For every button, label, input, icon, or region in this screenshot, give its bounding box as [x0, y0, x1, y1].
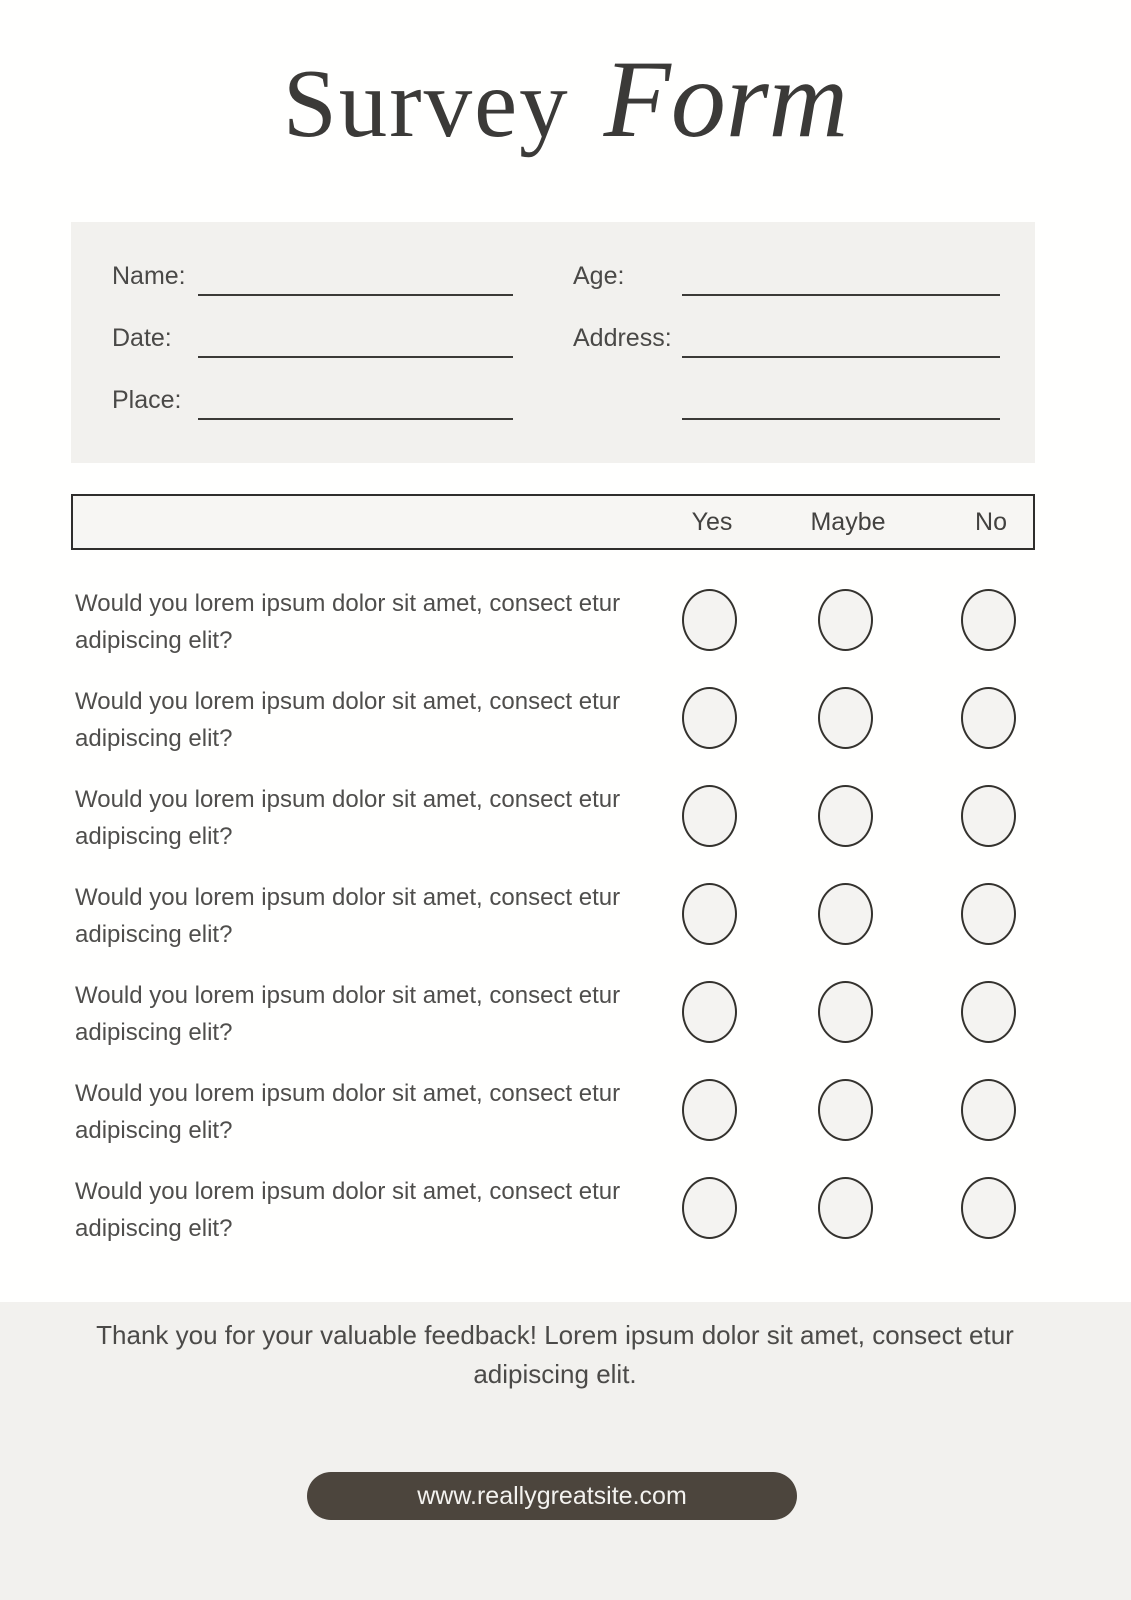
- title-word-form: Form: [603, 38, 849, 160]
- question-text: Would you lorem ipsum dolor sit amet, consect etur adipiscing elit?: [75, 786, 621, 850]
- age-label: Age:: [573, 262, 625, 290]
- radio-maybe[interactable]: [818, 1079, 873, 1141]
- radio-no[interactable]: [961, 981, 1016, 1043]
- question-row: [71, 1173, 1035, 1271]
- question-row: [71, 585, 1035, 683]
- column-header-maybe: Maybe: [810, 508, 886, 536]
- radio-maybe[interactable]: [818, 883, 873, 945]
- info-row-name-age: [71, 260, 1035, 302]
- name-label: Name:: [112, 262, 186, 290]
- radio-maybe[interactable]: [818, 981, 873, 1043]
- info-row-place: [71, 384, 1035, 426]
- radio-maybe[interactable]: [818, 1177, 873, 1239]
- title-word-survey: Survey: [282, 50, 570, 157]
- column-header-yes: Yes: [691, 508, 733, 536]
- date-input-line[interactable]: [198, 356, 513, 358]
- footer-band: [0, 1302, 1131, 1600]
- thank-you-message: Thank you for your valuable feedback! Lorem ipsum dolor sit amet, consect etur adipiscing elit.: [96, 1320, 1014, 1389]
- question-text: Would you lorem ipsum dolor sit amet, consect etur adipiscing elit?: [75, 688, 621, 752]
- personal-info-panel: [71, 222, 1035, 463]
- answer-options-header: [71, 494, 1035, 550]
- radio-yes[interactable]: [682, 981, 737, 1043]
- column-header-no: No: [975, 508, 1007, 536]
- radio-yes[interactable]: [682, 1177, 737, 1239]
- question-text: Would you lorem ipsum dolor sit amet, consect etur adipiscing elit?: [75, 1080, 621, 1144]
- radio-maybe[interactable]: [818, 785, 873, 847]
- place-label: Place:: [112, 386, 182, 414]
- radio-maybe[interactable]: [818, 589, 873, 651]
- date-label: Date:: [112, 324, 172, 352]
- radio-no[interactable]: [961, 785, 1016, 847]
- info-row-date-address: [71, 322, 1035, 364]
- radio-yes[interactable]: [682, 1079, 737, 1141]
- question-row: [71, 977, 1035, 1075]
- website-pill[interactable]: www.reallygreatsite.com: [307, 1472, 797, 1520]
- radio-no[interactable]: [961, 687, 1016, 749]
- name-input-line[interactable]: [198, 294, 513, 296]
- address-input-line[interactable]: [682, 356, 1000, 358]
- radio-no[interactable]: [961, 1079, 1016, 1141]
- page-title: [0, 36, 1131, 163]
- question-text: Would you lorem ipsum dolor sit amet, consect etur adipiscing elit?: [75, 982, 621, 1046]
- question-row: [71, 1075, 1035, 1173]
- question-text: Would you lorem ipsum dolor sit amet, consect etur adipiscing elit?: [75, 884, 621, 948]
- question-text: Would you lorem ipsum dolor sit amet, consect etur adipiscing elit?: [75, 590, 621, 654]
- radio-yes[interactable]: [682, 589, 737, 651]
- radio-maybe[interactable]: [818, 687, 873, 749]
- radio-yes[interactable]: [682, 785, 737, 847]
- question-row: [71, 683, 1035, 781]
- address-input-line-2[interactable]: [682, 418, 1000, 420]
- question-text: Would you lorem ipsum dolor sit amet, consect etur adipiscing elit?: [75, 1178, 621, 1242]
- radio-no[interactable]: [961, 589, 1016, 651]
- radio-yes[interactable]: [682, 687, 737, 749]
- question-list: [71, 585, 1035, 1271]
- question-row: [71, 781, 1035, 879]
- radio-yes[interactable]: [682, 883, 737, 945]
- radio-no[interactable]: [961, 883, 1016, 945]
- age-input-line[interactable]: [682, 294, 1000, 296]
- radio-no[interactable]: [961, 1177, 1016, 1239]
- question-row: [71, 879, 1035, 977]
- address-label: Address:: [573, 324, 672, 352]
- place-input-line[interactable]: [198, 418, 513, 420]
